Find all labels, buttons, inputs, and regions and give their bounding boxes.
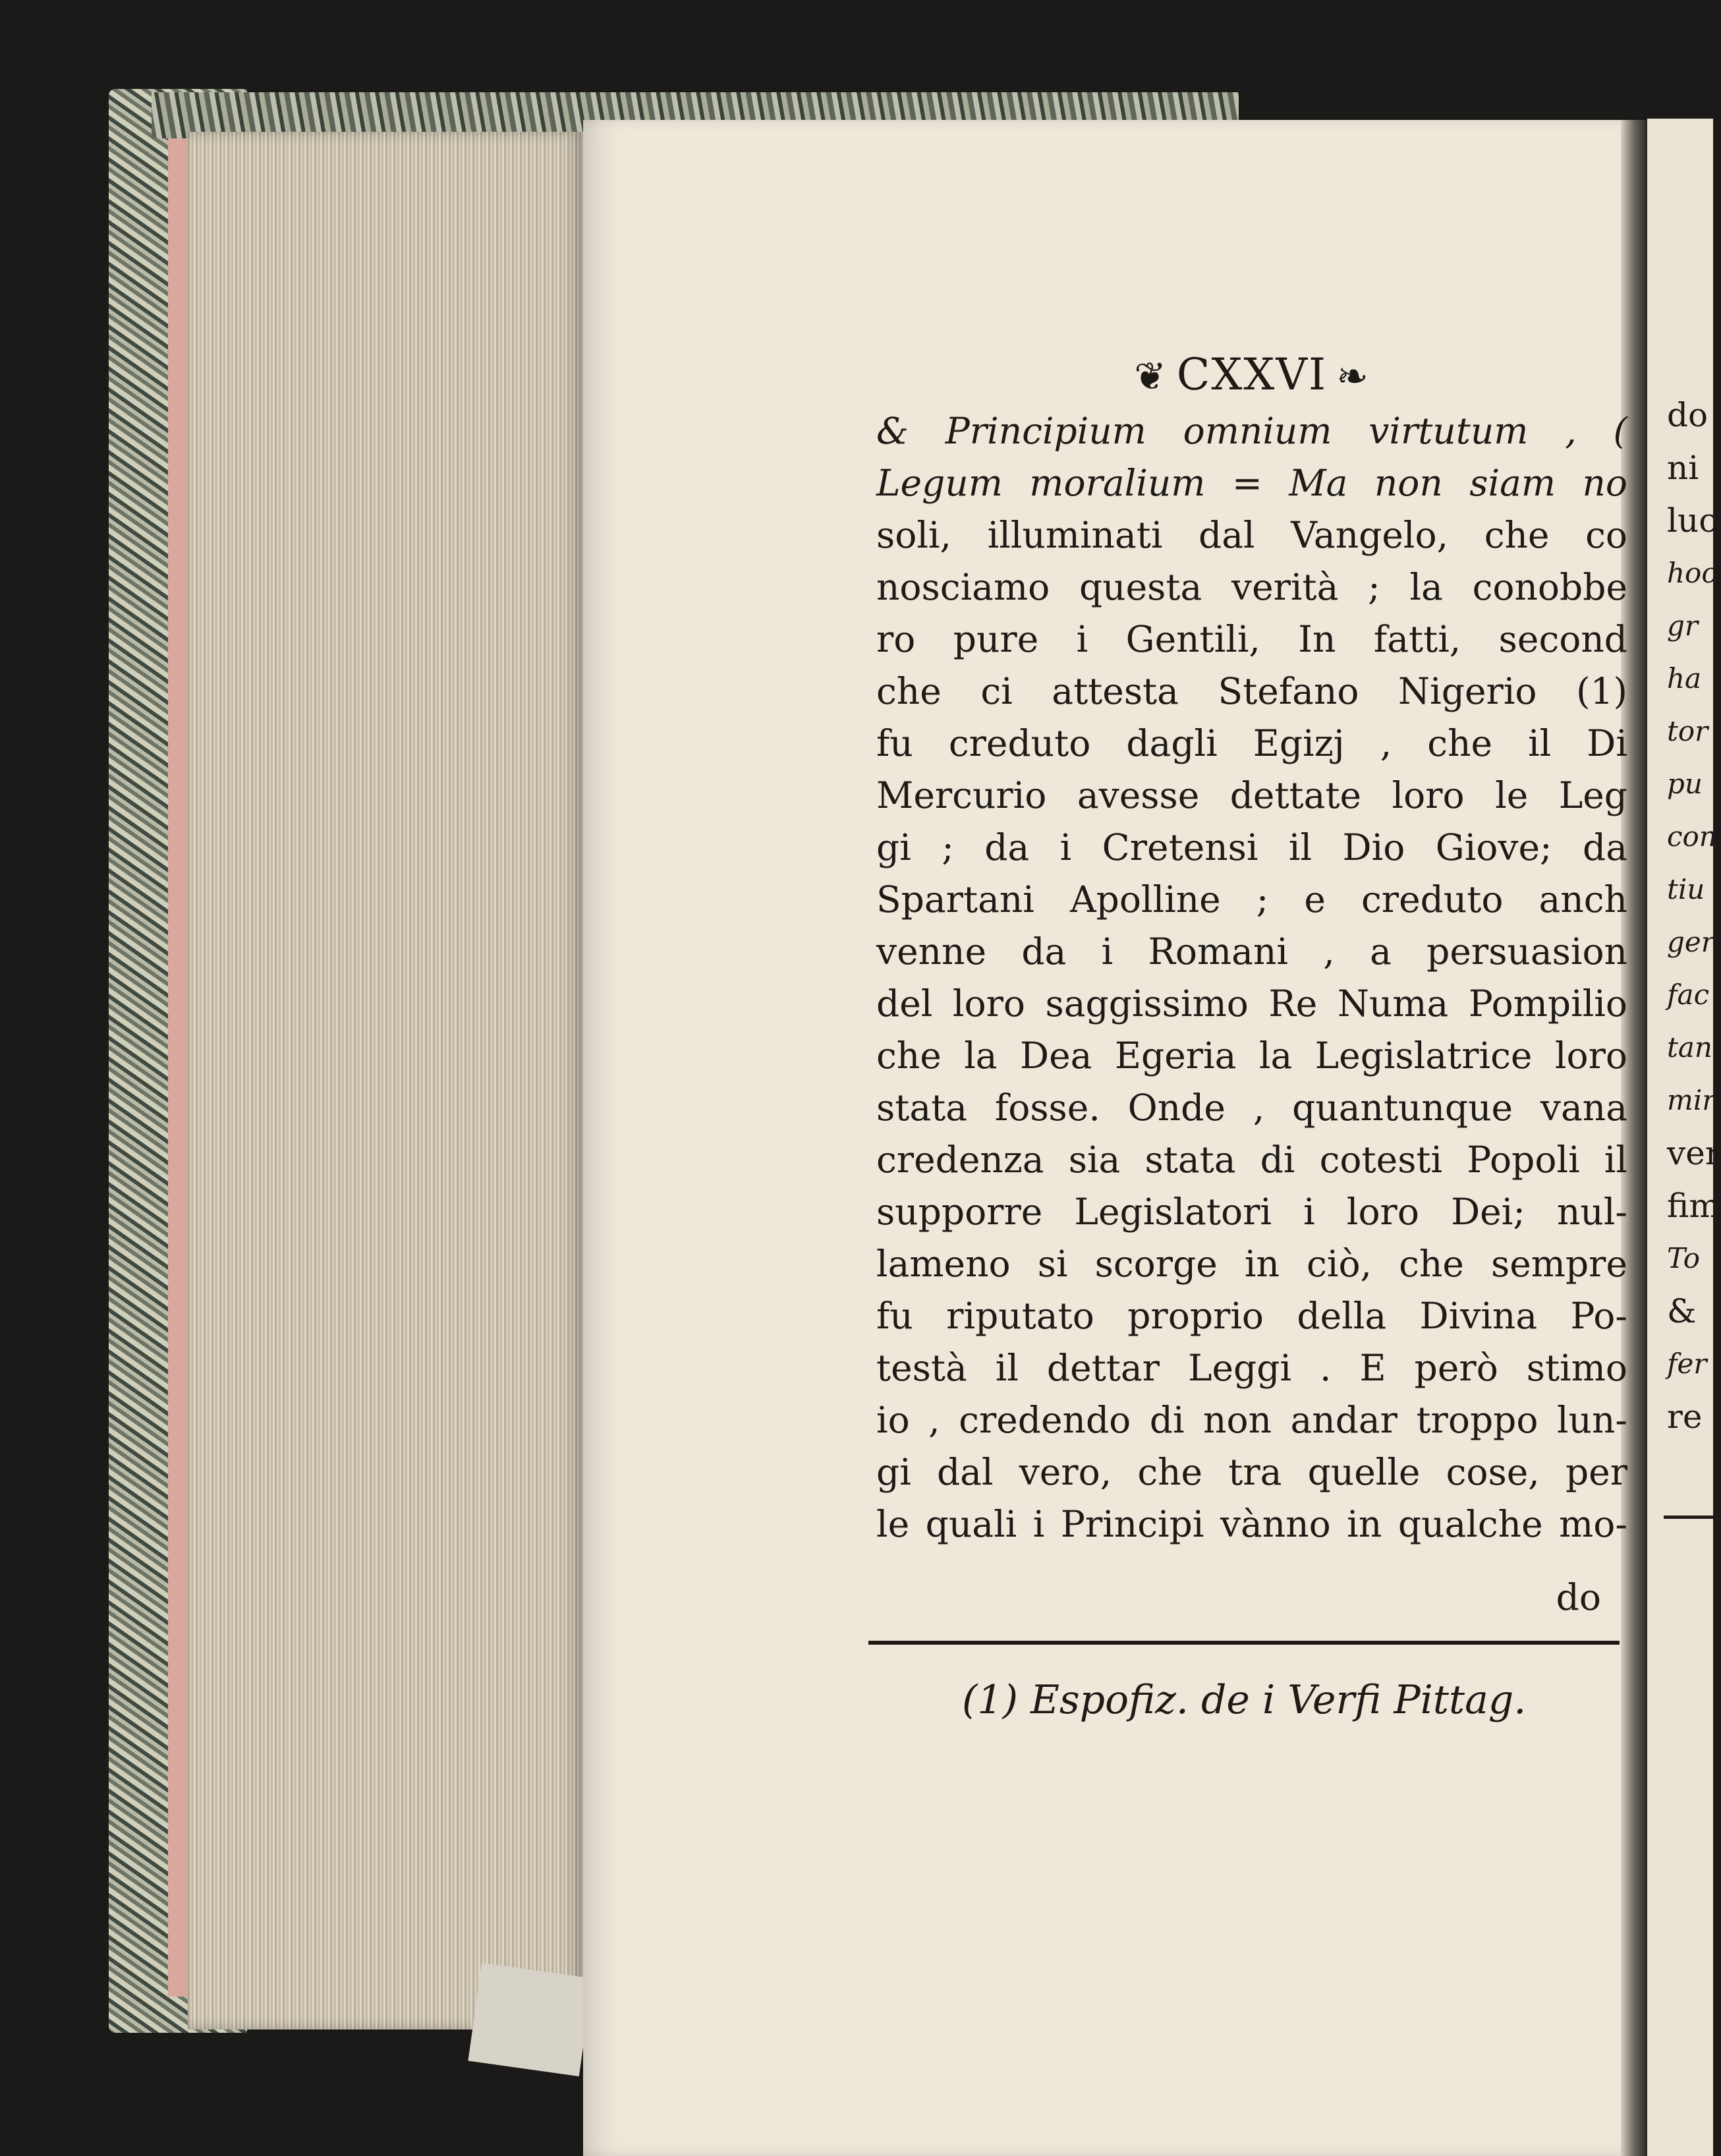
text-line: credenza sia stata di cotesti Popoli il [876,1139,1627,1181]
facing-text-fragment: do [1667,396,1708,434]
facing-text-fragment: To [1667,1242,1701,1274]
text-line: fu creduto dagli Egizj , che il Di [876,722,1627,764]
text-line: testà il dettar Leggi . E però stimo [876,1347,1627,1389]
facing-page-text [1667,389,1721,1443]
text-line: Mercurio avesse dettate loro le Leg [876,774,1627,816]
page-header [876,349,1627,400]
text-line: Spartani Apolline ; e creduto anch [876,878,1627,921]
text-line: che la Dea Egeria la Legislatrice loro [876,1035,1627,1077]
facing-text-fragment: tor [1667,715,1708,747]
text-line: & Principium omnium virtutum , ( [876,410,1627,452]
facing-text-fragment: & [1667,1292,1697,1330]
facing-text-fragment: ha [1667,662,1702,695]
ornament-right-icon: ❧ [1336,354,1370,399]
facing-text-fragment: ver [1667,1134,1721,1172]
catchword: do [1556,1576,1601,1618]
facing-text-fragment: fer [1667,1348,1707,1380]
page-number: CXXVI [1176,349,1328,400]
text-line: io , credendo di non andar troppo lun- [876,1399,1627,1441]
bookmark-ribbon [468,1963,592,2076]
text-line: fu riputato proprio della Divina Po- [876,1295,1627,1337]
facing-page-rule [1664,1516,1713,1519]
facing-text-fragment: gr [1667,610,1698,642]
facing-text-fragment: ger [1667,926,1714,958]
text-line: del loro saggissimo Re Numa Pompilio [876,982,1627,1025]
facing-text-fragment: tiu [1667,873,1705,905]
facing-text-fragment: mir [1667,1084,1716,1116]
facing-text-fragment: luc [1667,501,1718,540]
text-line: gi ; da i Cretensi il Dio Giove; da [876,826,1627,868]
text-line: che ci attesta Stefano Nigerio (1) [876,670,1627,712]
text-line: venne da i Romani , a persuasion [876,930,1627,973]
footnote-rule [868,1641,1620,1645]
text-line: le quali i Principi vànno in qualche mo- [876,1503,1627,1545]
text-line: soli, illuminati dal Vangelo, che co [876,514,1627,556]
footnote: (1) Espofiz. de i Verfi Pittag. [962,1677,1527,1723]
page-stack-edge [188,132,583,2029]
facing-text-fragment: tan [1667,1031,1712,1064]
facing-text-fragment: fac [1667,979,1710,1011]
text-line: supporre Legislatori i loro Dei; nul- [876,1191,1627,1233]
text-line: lameno si scorge in ciò, che sempre [876,1243,1627,1285]
text-line: Legum moralium = Ma non siam no [876,462,1627,504]
page-body-text [876,405,1627,1550]
facing-text-fragment: ni [1667,449,1699,487]
text-line: stata fosse. Onde , quantunque vana [876,1087,1627,1129]
text-line: gi dal vero, che tra quelle cose, per [876,1451,1627,1493]
facing-text-fragment: fim [1667,1187,1720,1225]
facing-text-fragment: pu [1667,768,1703,800]
ornament-left-icon: ❦ [1134,354,1168,399]
text-line: nosciamo questa verità ; la conobbe [876,566,1627,608]
facing-text-fragment: con [1667,820,1717,853]
facing-text-fragment: re [1667,1398,1703,1436]
facing-text-fragment: hoc [1667,557,1717,589]
text-line: ro pure i Gentili, In fatti, second [876,618,1627,660]
